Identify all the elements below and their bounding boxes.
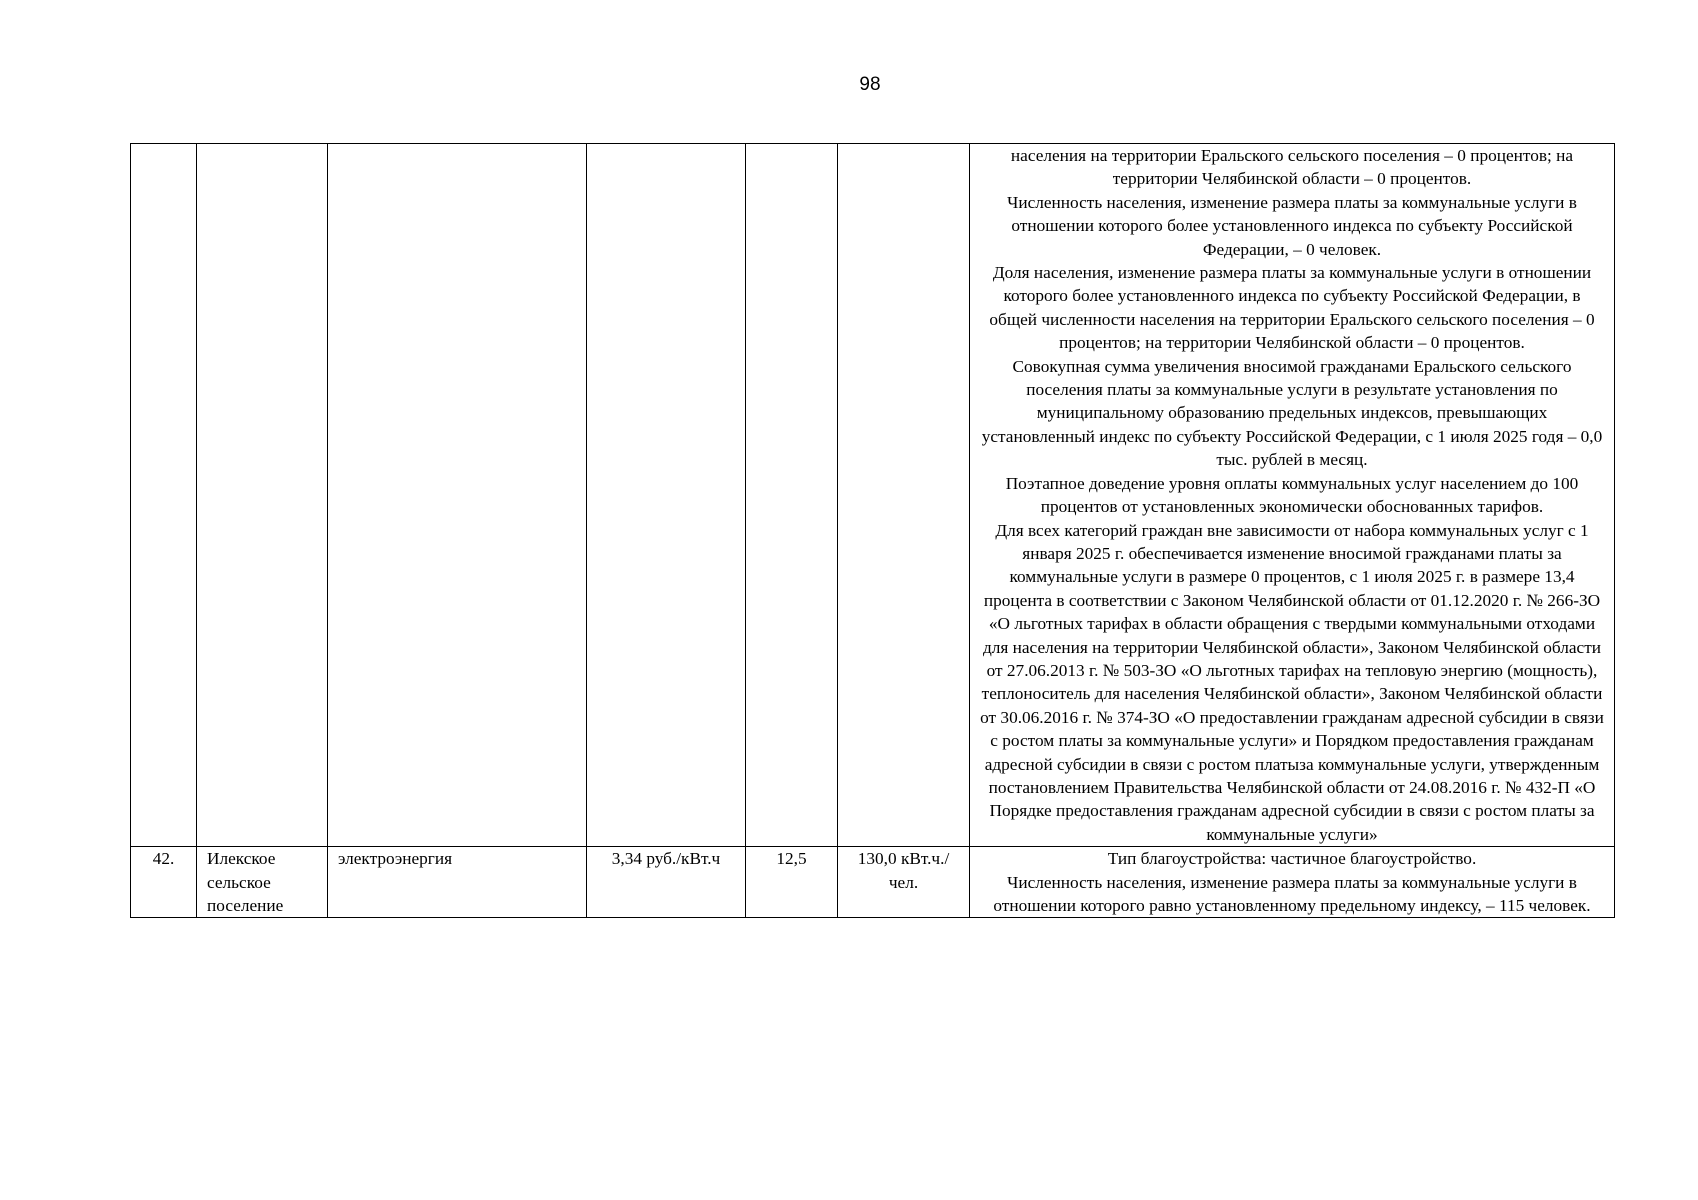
cell-index [746,144,838,847]
index-value: 12,5 [746,847,838,918]
description-paragraph: Тип благоустройства: частичное благоустройство. [1107,849,1477,869]
cell-number [131,144,197,847]
description-paragraph: Численность населения, изменение размера платы за коммунальные услуги в отношении которого равно установленному предельному индексу, – 115 человек. [993,872,1591,915]
cell-settlement [197,144,328,847]
description-paragraph: Поэтапное доведение уровня оплаты коммунальных услуг населением до 100 процентов от установленных экономически обоснованных тарифов. [1005,473,1579,517]
cell-description [970,144,1615,847]
tariff-table [130,143,1615,918]
norm-value: 130,0 кВт.ч./чел. [838,847,970,918]
service-name: электроэнергия [328,847,587,918]
tariff-value: 3,34 руб./кВт.ч [587,847,746,918]
settlement-name: Илекское сельское поселение [197,847,328,918]
row-number: 42. [131,847,197,918]
description-paragraph: Численность населения, изменение размера платы за коммунальные услуги в отношении которого более установленного индекса по субъекту Российской Федерации, – 0 человек. [1007,192,1577,259]
table-row-continuation [131,144,1615,847]
cell-norm [838,144,970,847]
table-row-42 [131,847,1615,918]
description-paragraph: Доля населения, изменение размера платы за коммунальные услуги в отношении которого более установленного индекса по субъекту Российской Федерации, в общей численности населения на территории Еральского сельского поселения – 0 процентов; на территории Челябинской области – 0 процентов. [989,263,1595,353]
cell-service [328,144,587,847]
description-paragraph: населения на территории Еральского сельского поселения – 0 процентов; на территории Челябинской области – 0 процентов. [1010,146,1574,189]
cell-tariff [587,144,746,847]
description-paragraph: Совокупная сумма увеличения вносимой гражданами Еральского сельского поселения платы за коммунальные услуги в результате установления по муниципальному образованию предельных индексов, превышающих установленный индекс по субъекту Российской Федерации, с 1 июля 2025 годя – 0,0 тыс. рублей в месяц. [981,356,1603,470]
description-paragraph: Для всех категорий граждан вне зависимости от набора коммунальных услуг с 1 января 2025 г. обеспечивается изменение вносимой гражданами платы за коммунальные услуги в размере 0 процентов, с 1 июля 2025 г. в размере 13,4 процента в соответствии с Законом Челябинской области от 01.12.2020 г. № 266-ЗО «О льготных тарифах в области обращения с твердыми коммунальными отходами для населения на территории Челябинской области», Законом Челябинской области от 27.06.2013 г. № 503-ЗО «О льготных тарифах на тепловую энергию (мощность), теплоноситель для населения Челябинской области», Законом Челябинской области от 30.06.2016 г. № 374-ЗО «О предоставлении гражданам адресной субсидии в связи с ростом платы за коммунальные услуги» и Порядком предоставления гражданам адресной субсидии в связи с ростом платыза коммунальные услуги, утвержденным постановлением Правительства Челябинской области от 24.08.2016 г. № 432-П «О Порядке предоставления гражданам адресной субсидии в связи с ростом платы за коммунальные услуги» [980,520,1604,844]
cell-description [970,847,1615,918]
page-number: 98 [859,74,881,95]
